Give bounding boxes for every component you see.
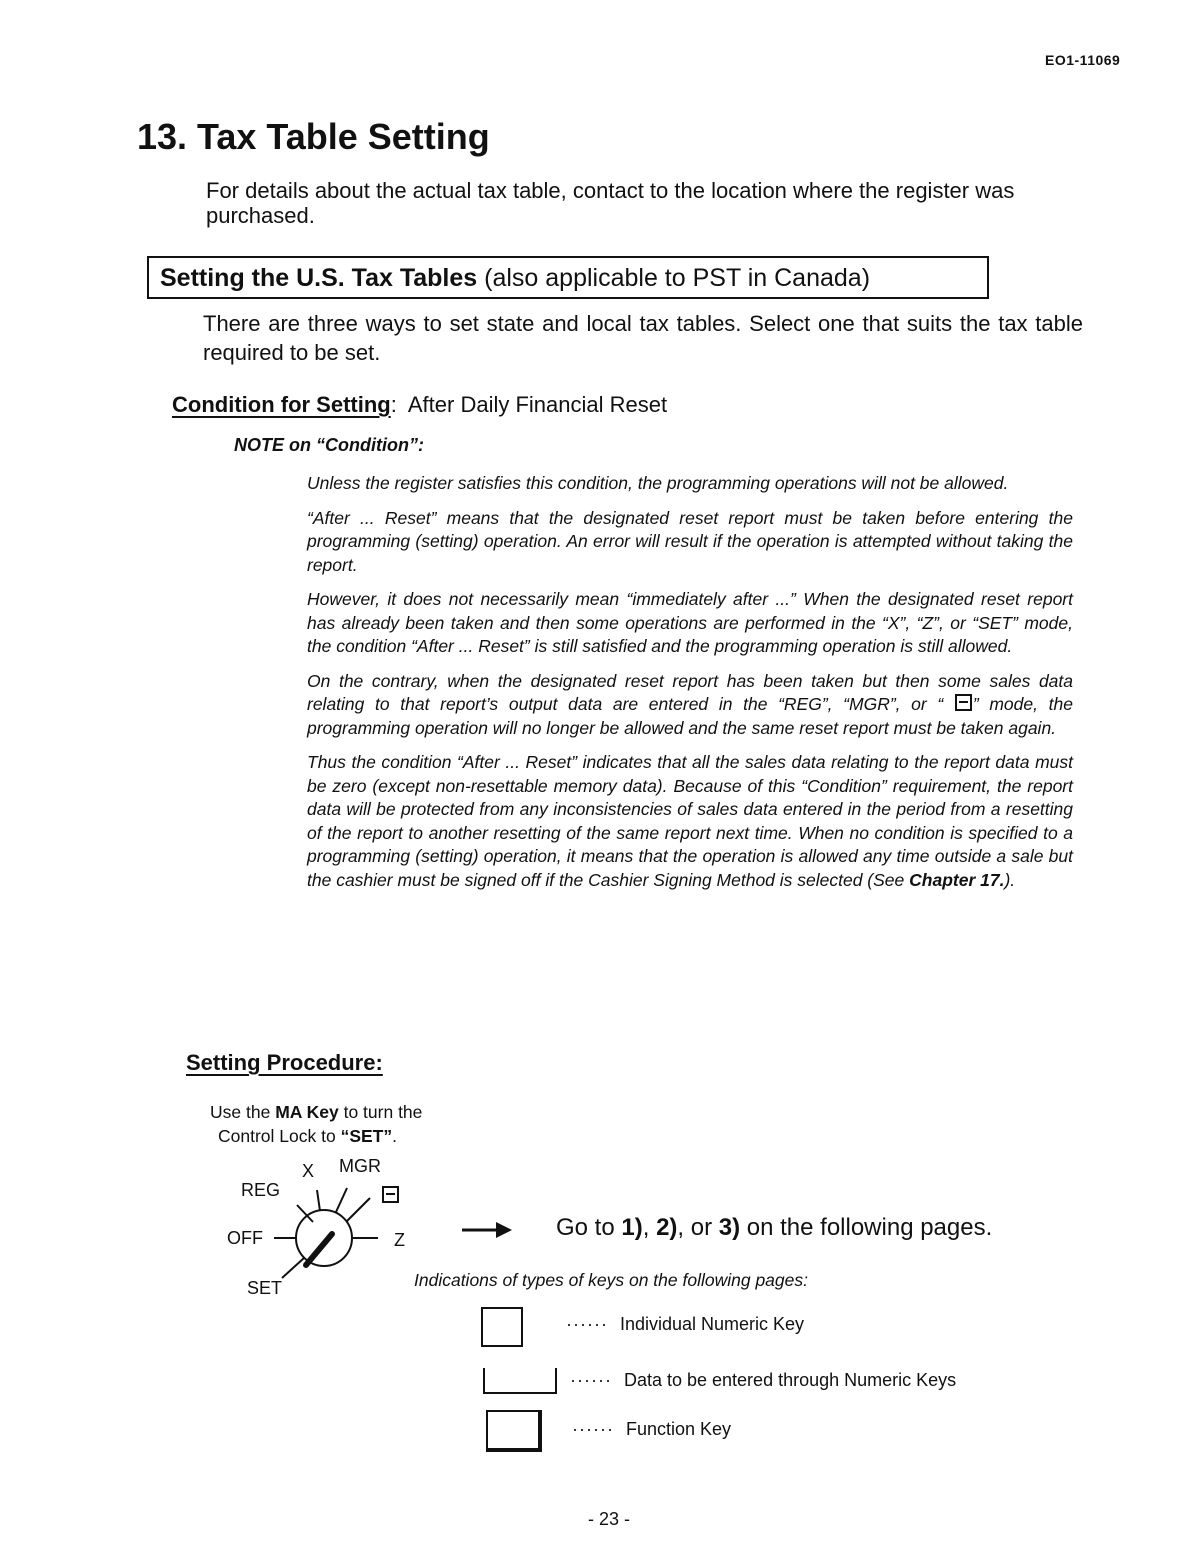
ma-key-instruction bbox=[210, 1100, 422, 1148]
goto-sep-2: , or bbox=[677, 1214, 719, 1241]
dial-tick-x bbox=[317, 1190, 320, 1211]
legend-function-key-label: Function Key bbox=[625, 1419, 732, 1439]
ma-text-3: Control Lock to bbox=[218, 1126, 341, 1146]
page-title: 13. Tax Table Setting bbox=[137, 116, 490, 157]
page-number: - 23 - bbox=[588, 1509, 631, 1529]
legend-dots-2: ······ bbox=[570, 1370, 612, 1390]
control-lock-dial bbox=[222, 1150, 422, 1300]
dial-tick-mgr bbox=[336, 1188, 347, 1212]
minus-mode-icon bbox=[382, 1186, 399, 1203]
ma-set-label: “SET” bbox=[340, 1126, 393, 1146]
legend-numeric-key-label: Individual Numeric Key bbox=[619, 1314, 805, 1334]
section-description: There are three ways to set state and local tax tables. Select one that suits the tax table required to be set. bbox=[203, 311, 1083, 365]
ma-instruction-line-2 bbox=[210, 1124, 422, 1148]
legend-dots-1: ······ bbox=[566, 1314, 608, 1334]
note-p5-text-c: ). bbox=[1004, 869, 1016, 890]
dial-circle bbox=[296, 1210, 352, 1266]
legend-data-entry-label: Data to be entered through Numeric Keys bbox=[623, 1370, 957, 1390]
note-paragraph-3: However, it does not necessarily mean “immediately after ...” When the designated reset report has already been taken and then some operations are performed in the “X”, “Z”, or “SET” mode, the condition “After ... Reset” is still satisfied and the programming operation is still allowed. bbox=[307, 589, 1073, 656]
ma-text-1: Use the bbox=[210, 1102, 276, 1122]
note-p4-text-b: ” mode, the programming operation will no longer be allowed and the same reset report must be taken again. bbox=[307, 694, 1073, 738]
ma-text-4: . bbox=[392, 1126, 397, 1146]
goto-option-1: 1) bbox=[621, 1214, 643, 1241]
ma-instruction-line-1 bbox=[210, 1100, 422, 1124]
intro-paragraph: For details about the actual tax table, contact to the location where the register was purchased. bbox=[206, 178, 1015, 228]
goto-option-3: 3) bbox=[718, 1214, 741, 1241]
ma-key-label: MA Key bbox=[275, 1102, 339, 1122]
note-paragraph-2: “After ... Reset” means that the designated reset report must be taken before entering the programming (setting) operation. An error will result if the operation is attempted without taking the report. bbox=[307, 507, 1073, 575]
note-paragraph-4 bbox=[307, 670, 1073, 741]
section-title bbox=[160, 264, 870, 293]
dial-pointer bbox=[306, 1234, 332, 1265]
condition-colon: : bbox=[390, 392, 397, 417]
numeric-key-icon bbox=[481, 1307, 523, 1347]
legend-dots-3: ······ bbox=[572, 1419, 614, 1439]
note-p4-text-a: On the contrary, when the designated reset report has been taken but then some sales data relating to that report’s output data are entered in the “REG”, “MGR”, or “ bbox=[307, 670, 1073, 714]
right-arrow-icon bbox=[462, 1222, 514, 1238]
function-key-icon bbox=[486, 1410, 542, 1452]
section-title-box bbox=[147, 256, 989, 299]
document-id: EO1-11069 bbox=[1045, 52, 1121, 68]
legend-function-key bbox=[572, 1419, 731, 1440]
note-heading: NOTE on “Condition”: bbox=[234, 435, 424, 455]
dial-tick-set bbox=[282, 1258, 304, 1278]
goto-instruction bbox=[556, 1214, 992, 1242]
condition-line bbox=[172, 392, 667, 418]
condition-label: Condition for Setting bbox=[172, 392, 391, 417]
note-body bbox=[307, 472, 1073, 903]
goto-text-a: Go to bbox=[556, 1214, 622, 1241]
goto-option-2: 2) bbox=[656, 1214, 678, 1241]
dial-tick-minus bbox=[347, 1198, 370, 1221]
legend-numeric-key bbox=[566, 1314, 804, 1335]
note-p5-chapter-ref: Chapter 17. bbox=[909, 869, 1005, 890]
indications-caption: Indications of types of keys on the following pages: bbox=[414, 1270, 808, 1290]
procedure-heading: Setting Procedure: bbox=[186, 1050, 383, 1075]
goto-text-d: on the following pages. bbox=[740, 1214, 993, 1241]
note-paragraph-5 bbox=[307, 751, 1073, 892]
ma-text-2: to turn the bbox=[338, 1102, 423, 1122]
goto-sep-1: , bbox=[642, 1214, 657, 1241]
condition-value: After Daily Financial Reset bbox=[407, 392, 668, 417]
legend-data-entry bbox=[570, 1370, 956, 1391]
data-entry-icon bbox=[481, 1366, 561, 1396]
dial-label-x: X bbox=[302, 1161, 315, 1181]
dial-label-off: OFF bbox=[227, 1228, 263, 1248]
dial-label-mgr: MGR bbox=[339, 1156, 381, 1176]
dial-label-z: Z bbox=[394, 1230, 405, 1250]
note-p5-text-a: Thus the condition “After ... Reset” indicates that all the sales data relating to the report data must be zero (except non-resettable memory data). Because of this “Condition” requirement, the report data will be protected from any inconsistencies of sales data entered in the period from a resetting of the report to another resetting of the same report next time. When no condition is specified to a programming (setting) operation, it means that the operation is allowed any time outside a sale but the cashier must be signed off if the Cashier Signing Method is selected (See bbox=[307, 752, 1073, 890]
section-title-rest: (also applicable to PST in Canada) bbox=[484, 264, 871, 292]
dial-label-reg: REG bbox=[241, 1180, 281, 1200]
dial-label-set: SET bbox=[247, 1278, 283, 1298]
section-title-bold: Setting the U.S. Tax Tables bbox=[160, 264, 478, 292]
minus-key-icon bbox=[955, 694, 972, 711]
note-paragraph-1: Unless the register satisfies this condition, the programming operations will not be allowed. bbox=[307, 473, 1009, 493]
